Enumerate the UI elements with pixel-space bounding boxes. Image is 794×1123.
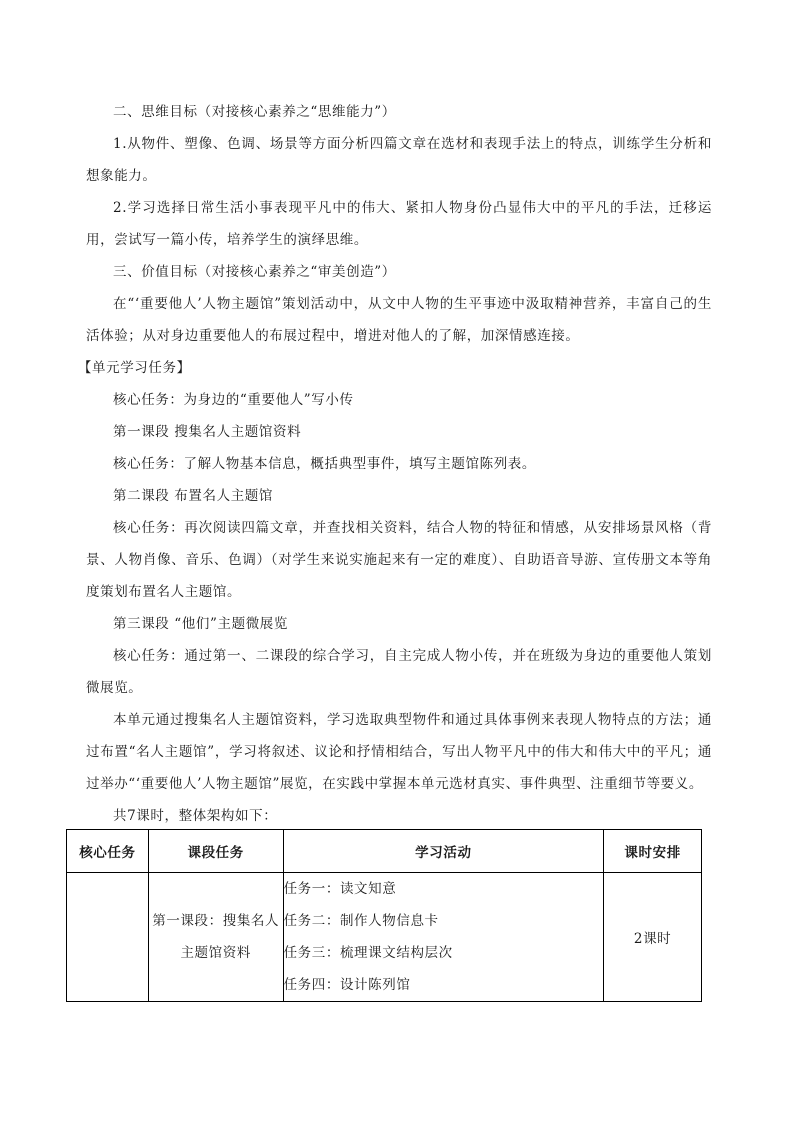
section-heading-value: 三、价值目标（对接核心素养之“审美创造”） xyxy=(113,264,396,280)
paragraph-stage-3-title: 第三课段 “他们”主题微展览 xyxy=(113,616,288,632)
header-stage-task: 课段任务 xyxy=(148,830,283,873)
document-body xyxy=(77,96,712,832)
cell-activities xyxy=(283,873,604,1002)
paragraph-thinking-2: 2.学习选择日常生活小事表现平凡中的伟大、紧扣人物身份凸显伟大中的平凡的手法，迁移运用，尝试写一篇小传，培养学生的演绎思维。 xyxy=(86,200,712,248)
paragraph-core-task: 核心任务：为身边的“重要他人”写小传 xyxy=(113,392,354,408)
paragraph-stage-2-title: 第二课段 布置名人主题馆 xyxy=(113,488,273,504)
paragraph-stage-2-task: 核心任务：再次阅读四篇文章，并查找相关资料，结合人物的特征和情感，从安排场景风格（背景、人物肖像、音乐、色调）（对学生来说实施起来有一定的难度）、自助语音导游、宣传册文本等角度策划布置名人主题馆。 xyxy=(86,520,712,600)
activity-item: 任务三：梳理课文结构层次 xyxy=(283,945,453,961)
paragraph-thinking-1: 1.从物件、塑像、色调、场景等方面分析四篇文章在选材和表现手法上的特点，训练学生分析和想象能力。 xyxy=(86,136,712,184)
table-header-row xyxy=(67,830,702,873)
cell-hours: 2课时 xyxy=(604,873,702,1002)
section-heading-thinking: 二、思维目标（对接核心素养之“思维能力”） xyxy=(113,104,396,120)
paragraph-lesson-count: 共7课时，整体架构如下： xyxy=(113,808,278,824)
header-learning-activity: 学习活动 xyxy=(283,830,604,873)
header-core-task: 核心任务 xyxy=(67,830,149,873)
architecture-table xyxy=(66,829,702,1002)
paragraph-stage-1-title: 第一课段 搜集名人主题馆资料 xyxy=(113,424,302,440)
section-heading-unit-tasks: 【单元学习任务】 xyxy=(77,360,191,376)
paragraph-stage-1-task: 核心任务：了解人物基本信息，概括典型事件，填写主题馆陈列表。 xyxy=(113,456,536,472)
activity-item: 任务四：设计陈列馆 xyxy=(283,977,411,993)
activity-item: 任务二：制作人物信息卡 xyxy=(283,913,439,929)
paragraph-stage-3-task: 核心任务：通过第一、二课段的综合学习，自主完成人物小传，并在班级为身边的重要他人策划微展览。 xyxy=(86,648,712,696)
paragraph-value: 在“‘重要他人’人物主题馆”策划活动中，从文中人物的生平事迹中汲取精神营养，丰富自己的生活体验；从对身边重要他人的布展过程中，增进对他人的了解，加深情感连接。 xyxy=(86,296,712,344)
header-lesson-hours: 课时安排 xyxy=(604,830,702,873)
cell-stage-task: 第一课段：搜集名人主题馆资料 xyxy=(148,873,283,1002)
activity-item: 任务一：读文知意 xyxy=(283,881,397,897)
cell-core-task xyxy=(67,873,149,1002)
paragraph-unit-summary: 本单元通过搜集名人主题馆资料，学习选取典型物件和通过具体事例来表现人物特点的方法；通过布置“名人主题馆”，学习将叙述、议论和抒情相结合，写出人物平凡中的伟大和伟大中的平凡；通过举办“‘重要他人’人物主题馆”展览，在实践中掌握本单元选材真实、事件典型、注重细节等要义。 xyxy=(86,712,712,792)
table-row xyxy=(67,873,702,1002)
